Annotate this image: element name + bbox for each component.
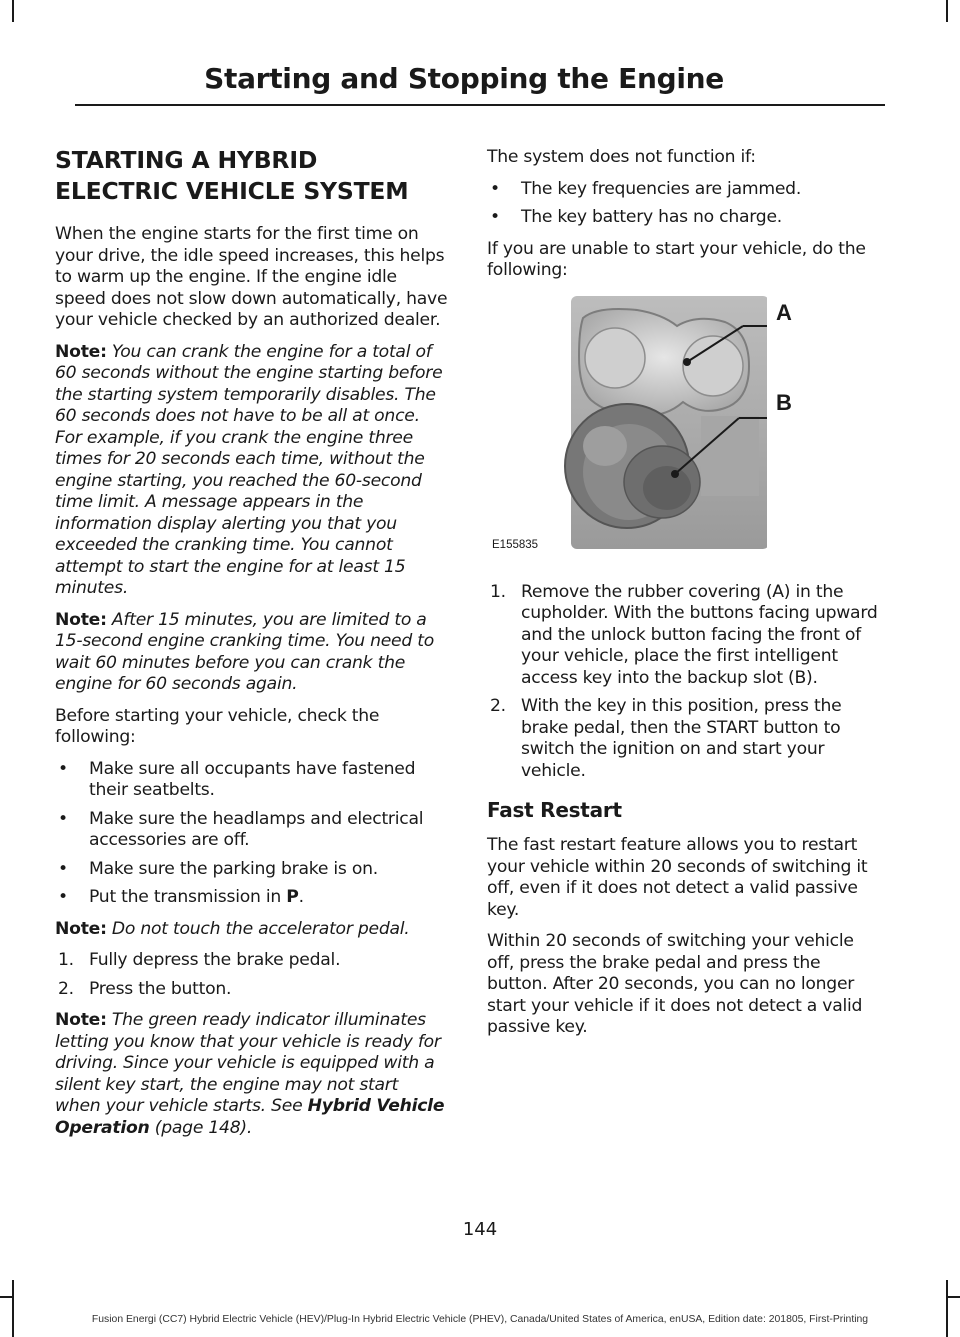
- list-item-text: Make sure the headlamps and electrical accessories are off.: [89, 808, 424, 850]
- list-item: [55, 950, 448, 972]
- note-label: Note:: [55, 609, 107, 630]
- bullet-marker: •: [58, 858, 68, 879]
- page-reference: (page 148).: [149, 1117, 253, 1138]
- note-label: Note:: [55, 918, 107, 939]
- fast-restart-heading: Fast Restart: [487, 798, 622, 822]
- header-rule: [75, 104, 885, 106]
- step-number: 1.: [490, 581, 506, 602]
- right-column: [487, 147, 880, 1049]
- cross-reference-link[interactable]: Hybrid Vehicle Operation: [55, 1096, 445, 1138]
- checklist: [55, 759, 448, 909]
- page-header-title: Starting and Stopping the Engine: [204, 62, 724, 95]
- step-number: 1.: [58, 950, 74, 970]
- crop-mark: [12, 0, 14, 22]
- step-number: 2.: [58, 978, 74, 999]
- check-intro: Before starting your vehicle, check the following:: [55, 705, 380, 747]
- list-item-text: Make sure the parking brake is on.: [89, 858, 378, 879]
- fast-restart-paragraph: Within 20 seconds of switching your vehicle off, press the brake pedal and press the button. After 20 seconds, you can no longer start your vehicle if it does not detect a valid passive key.: [487, 931, 863, 1037]
- note-ready-indicator: [55, 1010, 448, 1139]
- bullet-marker: •: [58, 758, 68, 779]
- crop-mark: [946, 1280, 948, 1337]
- crop-mark: [948, 1296, 960, 1298]
- backup-steps: [487, 582, 880, 783]
- section-heading-line1: STARTING A HYBRID: [55, 146, 318, 174]
- section-heading-line2: ELECTRIC VEHICLE SYSTEM: [55, 177, 409, 205]
- bullet-marker: •: [58, 887, 68, 907]
- note-text: After 15 minutes, you are limited to a 15-second engine cranking time. You need to wait 60 minutes before you can crank the engine for 60 seconds again.: [55, 609, 435, 694]
- fast-restart-paragraph: The fast restart feature allows you to restart your vehicle within 20 seconds of switching it off, even if it does not detect a valid passive key.: [487, 835, 868, 920]
- page-number: 144: [462, 1219, 498, 1240]
- crop-mark: [946, 0, 948, 22]
- bullet-marker: •: [490, 207, 500, 227]
- list-item: [55, 859, 448, 881]
- list-item-text: Make sure all occupants have fastened their seatbelts.: [89, 758, 416, 800]
- note-label: Note:: [55, 1010, 107, 1030]
- list-item-text: Fully depress the brake pedal.: [89, 950, 341, 970]
- list-item: [487, 207, 880, 229]
- fail-list: [487, 179, 880, 229]
- note-after-15-min: [55, 610, 448, 696]
- figure-id: E155835: [492, 538, 539, 551]
- start-steps: [55, 950, 448, 1000]
- list-item: [55, 979, 448, 1001]
- list-item: [487, 179, 880, 201]
- step-number: 2.: [490, 696, 506, 716]
- crop-mark: [12, 1280, 14, 1337]
- note-text: You can crank the engine for a total of 60 seconds without the engine starting before the starting system temporarily disables. The 60 seconds does not have to be all at once. For example, if you crank the engine three times for 20 seconds each time, without the engine starting, you reached the 60-second time limit. A message appears in the information display alerting you that you exceeded the cranking time. You cannot attempt to start the engine for at least 15 minutes.: [55, 341, 443, 598]
- gear-label: P: [286, 887, 299, 907]
- list-item-text: With the key in this position, press the brake pedal, then the START button to switch the ignition on and start your vehicle.: [521, 696, 842, 781]
- fail-intro: The system does not function if:: [487, 147, 756, 167]
- section-heading: [55, 145, 448, 207]
- bullet-marker: •: [490, 178, 500, 199]
- note-text: The green ready indicator illuminates letting you know that your vehicle is ready for driving. Since your vehicle is equipped with a silent key start, the engine may not start when your vehicle starts. See: [55, 1010, 441, 1116]
- cupholder-illustration: [487, 296, 767, 562]
- list-item-text: The key frequencies are jammed.: [521, 178, 802, 199]
- left-column: [55, 145, 448, 1149]
- list-item-text: Press the button.: [89, 978, 232, 999]
- crop-mark: [0, 1296, 12, 1298]
- list-item-text: The key battery has no charge.: [521, 207, 782, 227]
- list-item: [487, 696, 880, 782]
- unable-paragraph: If you are unable to start your vehicle, do the following:: [487, 238, 866, 280]
- note-crank-limit: [55, 342, 448, 600]
- note-label: Note:: [55, 341, 107, 362]
- list-item: [487, 582, 880, 690]
- list-item: [55, 809, 448, 852]
- intro-paragraph: When the engine starts for the first time on your drive, the idle speed increases, this helps to warm up the engine. If the engine idle speed does not slow down automatically, have your vehicle checked by an authorized dealer.: [55, 224, 448, 330]
- callout-label-b: B: [776, 389, 792, 415]
- callout-label-a: A: [776, 299, 792, 325]
- list-item-text: .: [298, 887, 304, 907]
- cupholder-figure: [487, 296, 792, 562]
- list-item-text: Remove the rubber covering (A) in the cupholder. With the buttons facing upward and the unlock button facing the front of your vehicle, place the first intelligent access key into the backup slot (B).: [521, 581, 878, 688]
- list-item-text: Put the transmission in: [89, 887, 287, 907]
- list-item: [55, 887, 448, 909]
- bullet-marker: •: [58, 808, 68, 829]
- footer-text: Fusion Energi (CC7) Hybrid Electric Vehicle (HEV)/Plug-In Hybrid Electric Vehicle (PHEV), Canada/United States of America, enUSA, Edition date: 201805, First-Printing: [91, 1314, 869, 1325]
- note-accelerator: [55, 919, 448, 941]
- note-text: Do not touch the accelerator pedal.: [106, 918, 410, 939]
- list-item: [55, 759, 448, 802]
